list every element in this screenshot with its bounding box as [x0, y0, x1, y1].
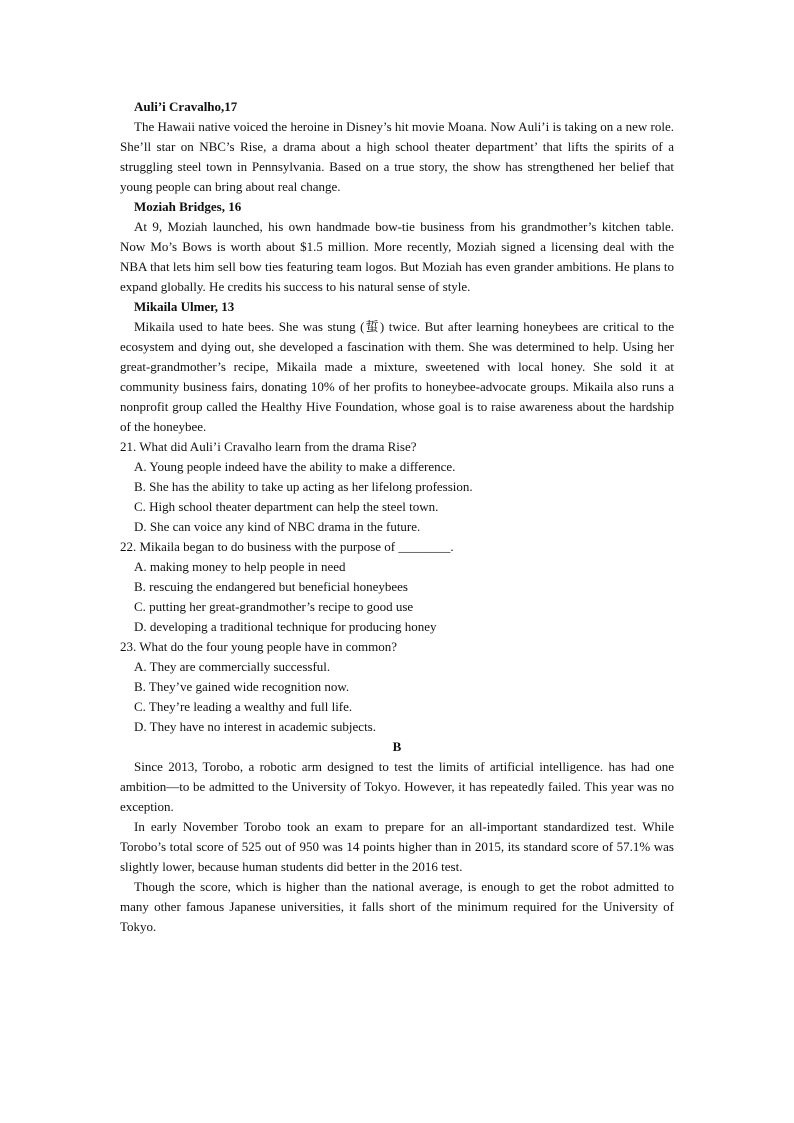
- option-a: A. making money to help people in need: [134, 559, 346, 574]
- option-c: C. High school theater department can help the steel town.: [134, 499, 439, 514]
- question-stem: 21. What did Auli’i Cravalho learn from the drama Rise?: [120, 439, 417, 454]
- option-a: A. They are commercially successful.: [134, 659, 331, 674]
- question-stem: 22. Mikaila began to do business with the purpose of ________.: [120, 539, 454, 554]
- profile-text: Mikaila used to hate bees. She was stung (蜇) twice. But after learning honeybees are critical to the ecosystem and dying out, she developed a fascination with them. She was determined to help. Using her great-grandmother’s recipe, Mikaila made a mixture, sweetened with local honey. She sold it at community business fairs, donating 10% of her profits to honeybee-advocate groups. Mikaila also runs a nonprofit group called the Healthy Hive Foundation, whose goal is to raise awareness about the hardship of the honeybee.: [120, 319, 674, 434]
- option-b: B. She has the ability to take up acting as her lifelong profession.: [134, 479, 473, 494]
- passage-b-paragraph-2: In early November Torobo took an exam to prepare for an all-important standardized test. While Torobo’s total score of 525 out of 950 was 14 points higher than in 2015, its standard score of 57.1% was slightly lower, because human students did better in the 2016 test.: [120, 819, 674, 874]
- option-c: C. putting her great-grandmother’s recipe to good use: [134, 599, 414, 614]
- profile-heading: Mikaila Ulmer, 13: [134, 299, 235, 314]
- profile-heading: Moziah Bridges, 16: [134, 199, 242, 214]
- question-stem: 23. What do the four young people have in common?: [120, 639, 398, 654]
- option-d: D. developing a traditional technique for producing honey: [134, 619, 437, 634]
- question-22: [120, 537, 674, 637]
- question-23: [120, 637, 674, 737]
- question-21: [120, 437, 674, 537]
- option-d: D. She can voice any kind of NBC drama in the future.: [134, 519, 421, 534]
- profile-text: The Hawaii native voiced the heroine in Disney’s hit movie Moana. Now Auli’i is taking on a new role. She’ll star on NBC’s Rise, a drama about a high school theater department’ that lifts the spirits of a struggling steel town in Pennsylvania. Based on a true story, the show has strengthened her belief that young people can bring about real change.: [120, 119, 674, 194]
- section-b-title: B: [392, 739, 402, 754]
- profile-cravalho: [120, 97, 674, 197]
- profile-heading: Auli’i Cravalho,17: [134, 99, 238, 114]
- profile-ulmer: [120, 297, 674, 437]
- option-b: B. They’ve gained wide recognition now.: [134, 679, 350, 694]
- option-d: D. They have no interest in academic subjects.: [134, 719, 376, 734]
- option-a: A. Young people indeed have the ability to make a difference.: [134, 459, 456, 474]
- passage-b-paragraph-3: Though the score, which is higher than the national average, is enough to get the robot admitted to many other famous Japanese universities, it falls short of the minimum required for the University of Tokyo.: [120, 879, 674, 934]
- option-b: B. rescuing the endangered but beneficial honeybees: [134, 579, 408, 594]
- profile-text: At 9, Moziah launched, his own handmade bow-tie business from his grandmother’s kitchen table. Now Mo’s Bows is worth about $1.5 million. More recently, Moziah signed a licensing deal with the NBA that lets him sell bow ties featuring team logos. But Moziah has even grander ambitions. He plans to expand globally. He credits his success to his natural sense of style.: [120, 219, 674, 294]
- profile-bridges: [120, 197, 674, 297]
- option-c: C. They’re leading a wealthy and full life.: [134, 699, 353, 714]
- passage-b-paragraph-1: Since 2013, Torobo, a robotic arm designed to test the limits of artificial intelligence. has had one ambition—to be admitted to the University of Tokyo. However, it has repeatedly failed. This year was no exception.: [120, 759, 674, 814]
